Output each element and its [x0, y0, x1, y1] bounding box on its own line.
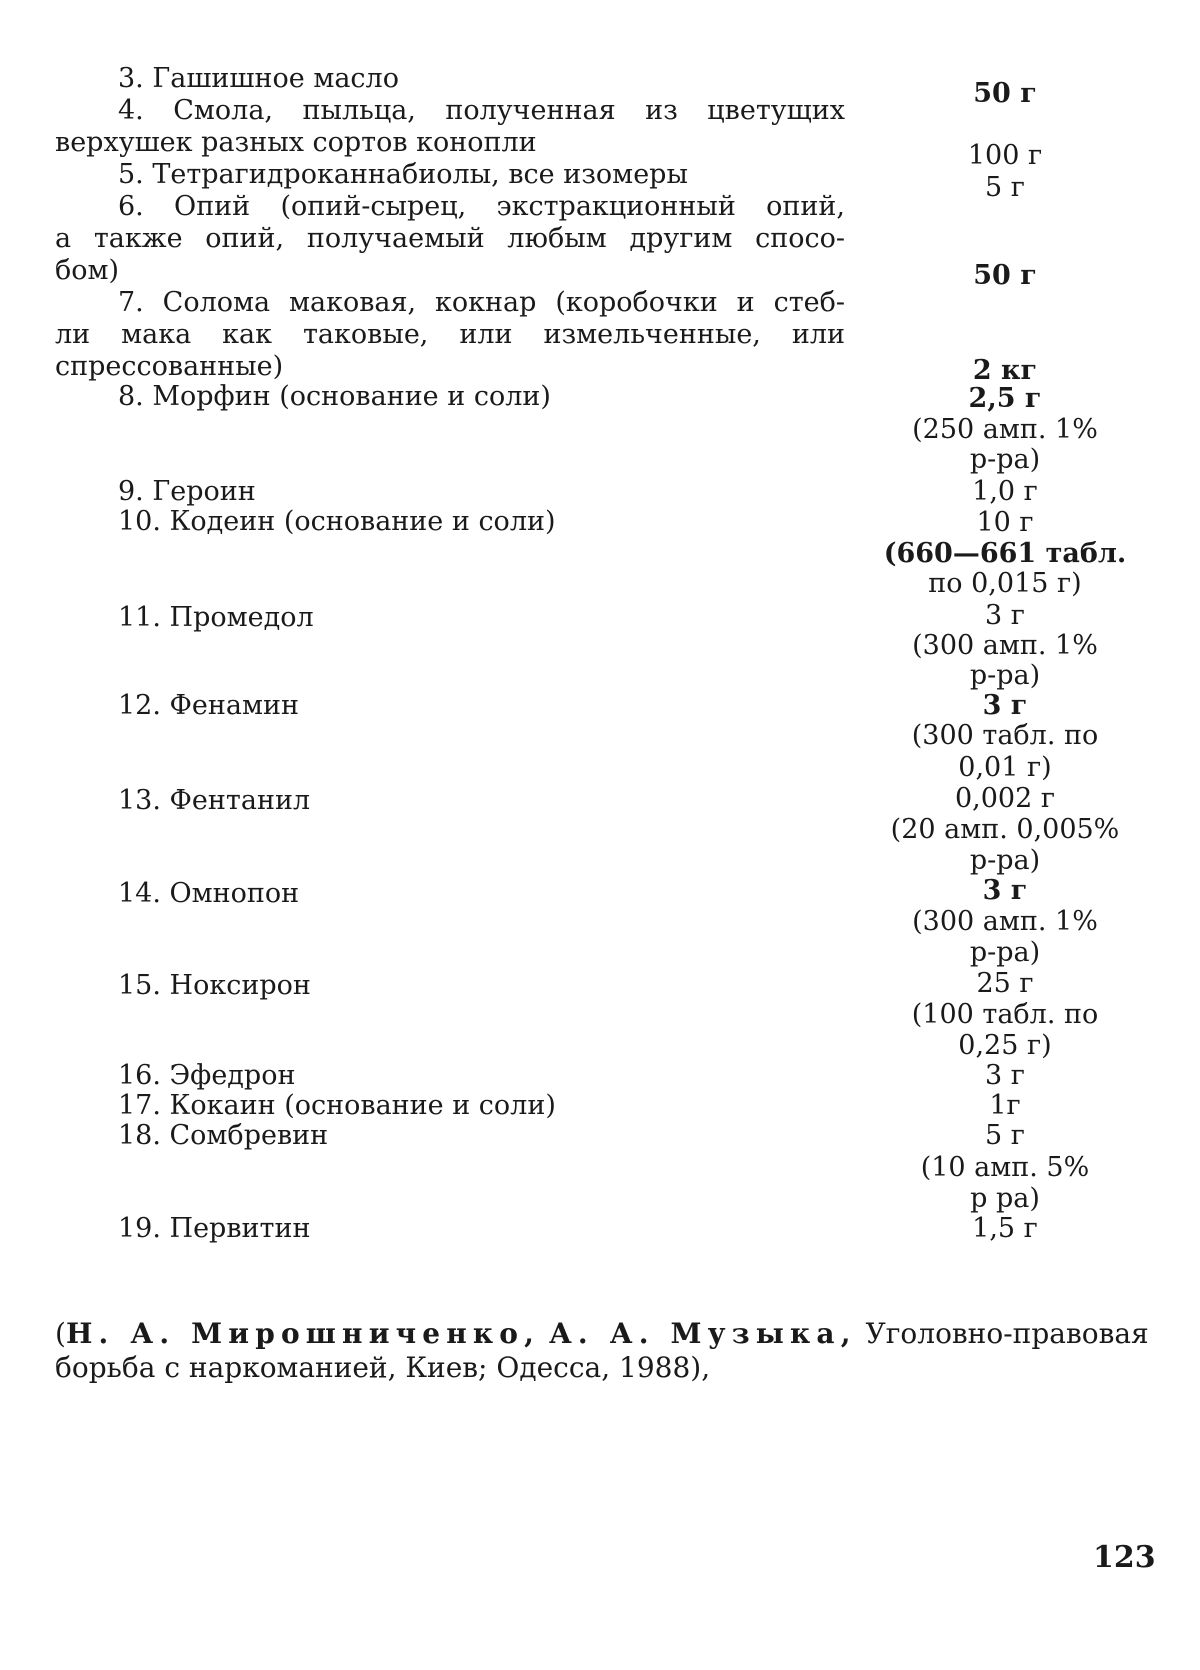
item-7-line-1: 7. Солома маковая, кокнар (коробочки и стеб-: [118, 287, 845, 318]
item-5-line-1: 5. Тетрагидроканнабиолы, все изомеры: [118, 159, 688, 190]
item-8-line-1: 8. Морфин (основание и соли): [118, 381, 551, 412]
item-6-line-1: 6. Опий (опий-сырец, экстракционный опий,: [118, 191, 845, 222]
qty-line: 1,0 г: [972, 476, 1038, 507]
page-number: 123: [1093, 1540, 1156, 1575]
qty-line: 1г: [989, 1090, 1021, 1121]
item-17-line-1: 17. Кокаин (основание и соли): [118, 1090, 556, 1121]
item-6-line-2: а также опий, получаемый любым другим спосо-: [55, 223, 845, 254]
qty-line: р-ра): [969, 444, 1041, 475]
citation-open-paren: (: [55, 1317, 66, 1350]
citation-author-2: А. А. Музыка,: [548, 1317, 857, 1350]
qty-line: (300 амп. 1%: [912, 906, 1098, 937]
qty-line: (100 табл. по: [911, 999, 1099, 1030]
qty-line: 3 г: [982, 690, 1028, 721]
item-4-line-2: верхушек разных сортов конопли: [55, 127, 537, 158]
qty-line: 0,002 г: [954, 783, 1056, 814]
item-13-line-1: 13. Фентанил: [118, 785, 311, 816]
item-18-line-1: 18. Сомбревин: [118, 1120, 329, 1151]
qty-line: (250 амп. 1%: [912, 414, 1098, 445]
qty-line: р-ра): [969, 937, 1041, 968]
citation-line-2: борьба с наркоманией, Киев; Одесса, 1988),: [55, 1351, 711, 1384]
item-16-line-1: 16. Эфедрон: [118, 1060, 296, 1091]
qty-line: 1,5 г: [972, 1213, 1038, 1244]
item-11-line-1: 11. Промедол: [118, 602, 314, 633]
item-14-line-1: 14. Омнопон: [118, 878, 300, 909]
item-3-line-1: 3. Гашишное масло: [118, 63, 399, 94]
qty-line: 0,25 г): [958, 1030, 1052, 1061]
qty-line: 0,01 г): [958, 752, 1052, 783]
item-9-line-1: 9. Героин: [118, 476, 256, 507]
citation-line-1: [55, 1317, 1149, 1351]
qty-line: (300 амп. 1%: [912, 630, 1098, 661]
qty-line: 5 г: [985, 172, 1025, 203]
qty-line: 3 г: [985, 1060, 1025, 1091]
item-15-line-1: 15. Ноксирон: [118, 970, 311, 1001]
citation-author-1: Н. А. Мирошниченко,: [65, 1317, 541, 1350]
qty-line: р-ра): [969, 845, 1041, 876]
qty-line: (660—661 табл.: [883, 538, 1127, 569]
qty-line: 3 г: [985, 600, 1025, 631]
qty-line: 25 г: [976, 968, 1034, 999]
qty-line: 5 г: [985, 1120, 1025, 1151]
qty-line: 50 г: [973, 260, 1037, 291]
qty-line: р-ра): [969, 660, 1041, 691]
qty-line: 2,5 г: [968, 383, 1042, 414]
citation: [55, 1317, 1149, 1385]
qty-line: р ра): [970, 1183, 1040, 1214]
item-19-line-1: 19. Первитин: [118, 1213, 311, 1244]
item-7-line-3: спрессованные): [55, 351, 284, 382]
qty-line: (20 амп. 0,005%: [890, 814, 1120, 845]
qty-line: 2 кг: [972, 355, 1038, 386]
qty-line: 50 г: [973, 78, 1037, 109]
item-6-line-3: бом): [55, 255, 120, 286]
qty-line: (10 амп. 5%: [920, 1152, 1090, 1183]
qty-line: (300 табл. по: [911, 720, 1099, 751]
citation-title-part-1: Уголовно-правовая: [865, 1317, 1149, 1350]
qty-line: 100 г: [967, 140, 1043, 171]
item-12-line-1: 12. Фенамин: [118, 690, 299, 721]
qty-line: 3 г: [982, 875, 1028, 906]
qty-line: по 0,015 г): [928, 568, 1082, 599]
item-7-line-2: ли мака как таковые, или измельченные, или: [55, 319, 845, 350]
qty-line: 10 г: [976, 507, 1034, 538]
item-10-line-1: 10. Кодеин (основание и соли): [118, 506, 556, 537]
item-4-line-1: 4. Смола, пыльца, полученная из цветущих: [118, 95, 845, 126]
